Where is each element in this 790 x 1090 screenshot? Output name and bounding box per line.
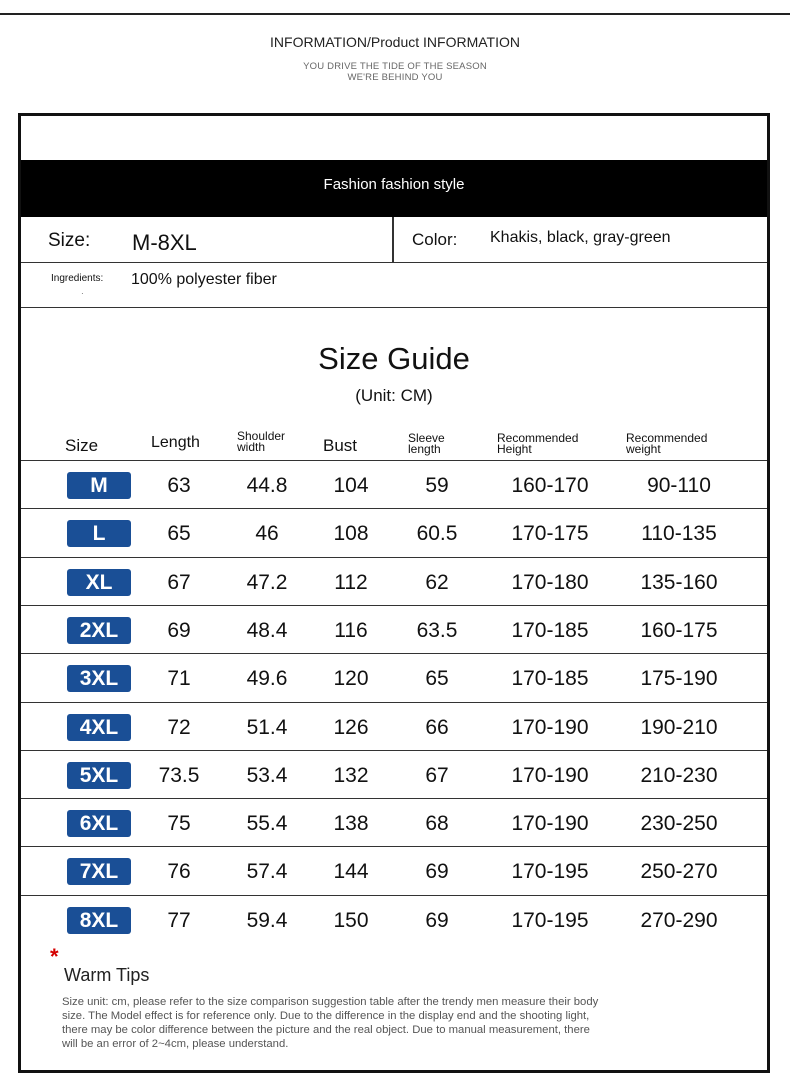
- table-row: [21, 508, 767, 557]
- length-cell: 72: [167, 715, 191, 739]
- size-badge: 6XL: [67, 810, 131, 837]
- col-shoulder: [237, 431, 285, 453]
- col-sleeve-line-2: length: [408, 442, 441, 456]
- height-cell: 170-195: [511, 908, 589, 932]
- height-cell: 170-190: [511, 812, 589, 836]
- shoulder-cell: 55.4: [246, 812, 288, 836]
- table-row: [21, 605, 767, 654]
- col-weight-line-1: Recommended: [626, 431, 708, 445]
- page-title: INFORMATION/Product INFORMATION: [270, 34, 520, 50]
- col-length: Length: [151, 434, 200, 451]
- color-value: Khakis, black, gray-green: [490, 229, 671, 246]
- col-height-line-1: Recommended: [497, 431, 579, 445]
- length-cell: 77: [167, 908, 191, 932]
- height-cell: 170-185: [511, 667, 589, 691]
- size-label: Size:: [48, 230, 91, 251]
- height-cell: 170-190: [511, 763, 589, 787]
- weight-cell: 210-230: [640, 763, 718, 787]
- bust-cell: 126: [333, 715, 369, 739]
- col-shoulder-line-2: width: [237, 440, 266, 454]
- weight-cell: 230-250: [640, 812, 718, 836]
- table-row: [21, 895, 767, 944]
- length-cell: 76: [167, 860, 191, 884]
- size-color-row: [21, 217, 767, 263]
- sleeve-cell: 67: [425, 763, 449, 787]
- sleeve-cell: 68: [425, 812, 449, 836]
- col-weight: [626, 433, 707, 455]
- sleeve-cell: 59: [425, 474, 449, 497]
- shoulder-cell: 47.2: [246, 570, 288, 594]
- sleeve-cell: 69: [425, 860, 449, 884]
- weight-cell: 190-210: [640, 715, 718, 739]
- shoulder-cell: 49.6: [246, 667, 288, 691]
- size-badge: XL: [67, 569, 131, 596]
- weight-cell: 250-270: [640, 860, 718, 884]
- size-value: M-8XL: [132, 230, 197, 255]
- height-cell: 160-170: [511, 474, 589, 497]
- sleeve-cell: 60.5: [416, 522, 458, 546]
- shoulder-cell: 59.4: [246, 908, 288, 932]
- sleeve-cell: 62: [425, 570, 449, 594]
- weight-cell: 135-160: [640, 570, 718, 594]
- height-cell: 170-180: [511, 570, 589, 594]
- height-cell: 170-175: [511, 522, 589, 546]
- table-row: [21, 750, 767, 799]
- tagline-line-1: YOU DRIVE THE TIDE OF THE SEASON: [303, 61, 487, 72]
- length-cell: 63: [167, 474, 191, 497]
- weight-cell: 160-175: [640, 618, 718, 642]
- col-bust: Bust: [323, 436, 358, 455]
- shoulder-cell: 53.4: [246, 763, 288, 787]
- weight-cell: 110-135: [641, 522, 717, 546]
- shoulder-cell: 48.4: [246, 618, 288, 642]
- col-shoulder-line-1: Shoulder: [237, 429, 286, 443]
- bust-cell: 144: [333, 860, 369, 884]
- height-cell: 170-195: [511, 860, 589, 884]
- table-row: [21, 702, 767, 751]
- bust-cell: 108: [333, 522, 369, 546]
- size-badge: 7XL: [67, 858, 131, 885]
- sleeve-cell: 65: [425, 667, 449, 691]
- col-height-line-2: Height: [497, 442, 532, 456]
- length-cell: 73.5: [158, 763, 200, 787]
- product-card: [18, 113, 770, 1073]
- ingredients-row: [21, 263, 767, 308]
- col-height: [497, 433, 578, 455]
- size-guide-unit: (Unit: CM): [355, 386, 433, 405]
- length-cell: 71: [167, 667, 191, 691]
- sleeve-cell: 66: [425, 715, 449, 739]
- tagline-line-2: WE'RE BEHIND YOU: [347, 72, 443, 83]
- size-badge: 2XL: [67, 617, 131, 644]
- col-size: Size: [65, 436, 99, 455]
- shoulder-cell: 57.4: [246, 860, 288, 884]
- size-badge: 8XL: [67, 907, 131, 934]
- weight-cell: 90-110: [647, 474, 711, 497]
- warm-tips-text: Size unit: cm, please refer to the size comparison suggestion table after the trendy men measure their body size. The Model effect is for reference only. Due to the difference in the display end and the shooting light, there may be color difference between the picture and the real object. Due to manual measurement, there will be an error of 2~4cm, please understand.: [62, 996, 599, 1050]
- size-badge: 4XL: [67, 714, 131, 741]
- table-row: [21, 653, 767, 702]
- weight-cell: 270-290: [640, 908, 718, 932]
- col-weight-line-2: weight: [626, 442, 661, 456]
- sleeve-cell: 63.5: [416, 618, 458, 642]
- asterisk-icon: *: [50, 944, 59, 969]
- size-guide-title: Size Guide: [318, 341, 470, 376]
- style-banner: Fashion fashion style: [21, 160, 767, 217]
- bust-cell: 104: [333, 474, 369, 497]
- ingredients-value: 100% polyester fiber: [131, 271, 277, 288]
- length-cell: 65: [167, 522, 191, 546]
- shoulder-cell: 44.8: [246, 474, 288, 497]
- length-cell: 75: [167, 812, 191, 836]
- table-row: [21, 846, 767, 895]
- table-row: [21, 557, 767, 606]
- top-rule: [0, 13, 790, 15]
- size-badge: M: [67, 472, 131, 499]
- sleeve-cell: 69: [425, 908, 449, 932]
- bust-cell: 132: [333, 763, 369, 787]
- color-label: Color:: [412, 230, 458, 249]
- bust-cell: 150: [333, 908, 369, 932]
- table-header: [21, 426, 767, 462]
- divider: [392, 217, 394, 262]
- shoulder-cell: 46: [255, 522, 279, 546]
- size-badge: 5XL: [67, 762, 131, 789]
- bust-cell: 120: [333, 667, 369, 691]
- ingredients-label: Ingredients:: [51, 273, 104, 284]
- length-cell: 67: [167, 570, 191, 594]
- length-cell: 69: [167, 618, 191, 642]
- shoulder-cell: 51.4: [246, 715, 288, 739]
- bust-cell: 138: [333, 812, 369, 836]
- tagline: [0, 61, 790, 83]
- height-cell: 170-185: [511, 618, 589, 642]
- bust-cell: 116: [334, 618, 368, 642]
- size-badge: L: [67, 520, 131, 547]
- dot-mark: ·: [81, 289, 84, 298]
- height-cell: 170-190: [511, 715, 589, 739]
- table-row: [21, 798, 767, 847]
- col-sleeve: [408, 433, 445, 455]
- bust-cell: 112: [334, 570, 368, 594]
- col-sleeve-line-1: Sleeve: [408, 431, 445, 445]
- size-badge: 3XL: [67, 665, 131, 692]
- table-row: [21, 460, 767, 509]
- weight-cell: 175-190: [640, 667, 718, 691]
- warm-tips-title: Warm Tips: [64, 965, 150, 985]
